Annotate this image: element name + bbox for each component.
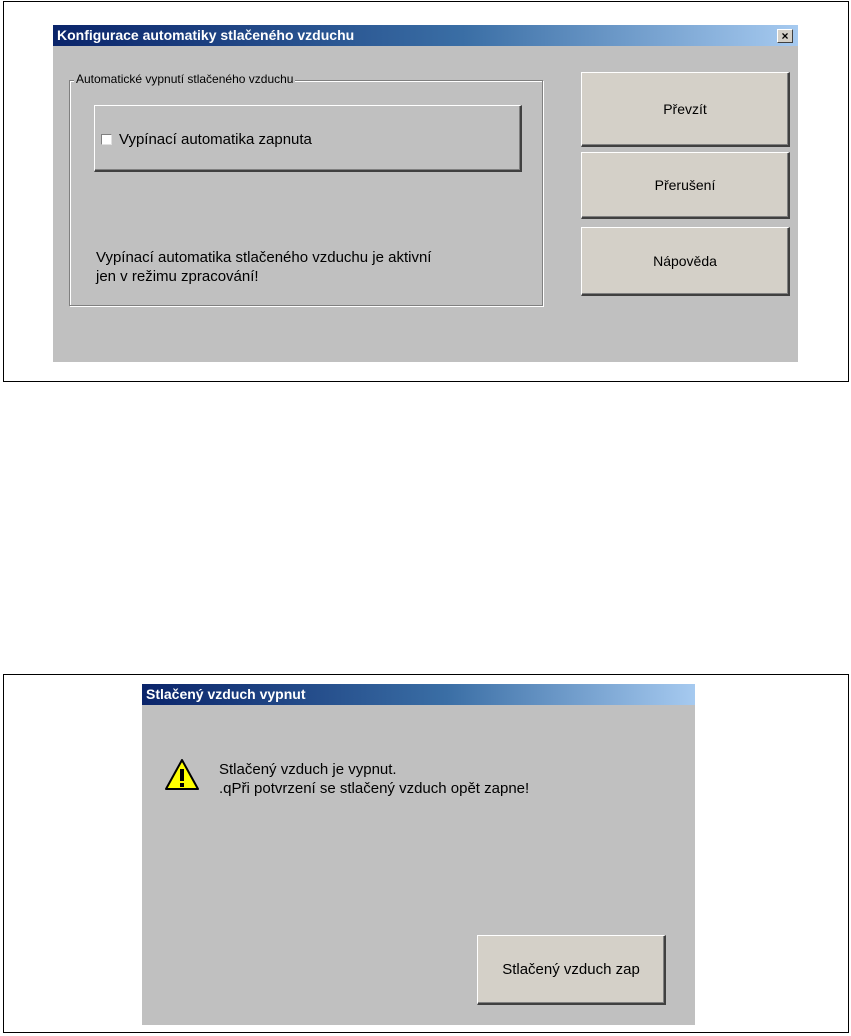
help-button[interactable] <box>581 227 790 296</box>
warning-icon <box>164 758 200 792</box>
air-on-button-label: Stlačený vzduch zap <box>502 961 640 978</box>
cancel-button-label: Přerušení <box>654 177 716 193</box>
info-text-line1: Vypínací automatika stlačeného vzduchu je aktivní <box>96 249 432 266</box>
cancel-button[interactable] <box>581 152 790 219</box>
close-button[interactable] <box>777 29 793 43</box>
alert-message-line1: Stlačený vzduch je vypnut. <box>219 761 397 778</box>
close-icon: × <box>781 29 789 43</box>
auto-shutoff-checkbox-label[interactable]: Vypínací automatika zapnuta <box>119 131 312 148</box>
config-dialog-title: Konfigurace automatiky stlačeného vzduchu <box>57 27 355 43</box>
help-button-label: Nápověda <box>653 253 717 269</box>
auto-shutoff-checkbox[interactable] <box>101 134 112 145</box>
config-dialog <box>53 25 798 362</box>
auto-shutoff-group-label: Automatické vypnutí stlačeného vzduchu <box>76 72 294 86</box>
config-dialog-titlebar[interactable] <box>53 25 798 46</box>
alert-dialog-title: Stlačený vzduch vypnut <box>146 686 306 702</box>
accept-button-label: Převzít <box>663 101 707 117</box>
alert-message-line2: .qPři potvrzení se stlačený vzduch opět zapne! <box>219 780 530 797</box>
accept-button[interactable] <box>581 72 790 147</box>
screenshot-frame-config <box>3 1 849 382</box>
alert-dialog-titlebar[interactable] <box>142 684 695 705</box>
air-on-button[interactable] <box>477 935 666 1005</box>
info-text-line2: jen v režimu zpracování! <box>96 268 259 285</box>
screenshot-frame-alert <box>3 674 849 1033</box>
alert-dialog <box>142 684 695 1025</box>
